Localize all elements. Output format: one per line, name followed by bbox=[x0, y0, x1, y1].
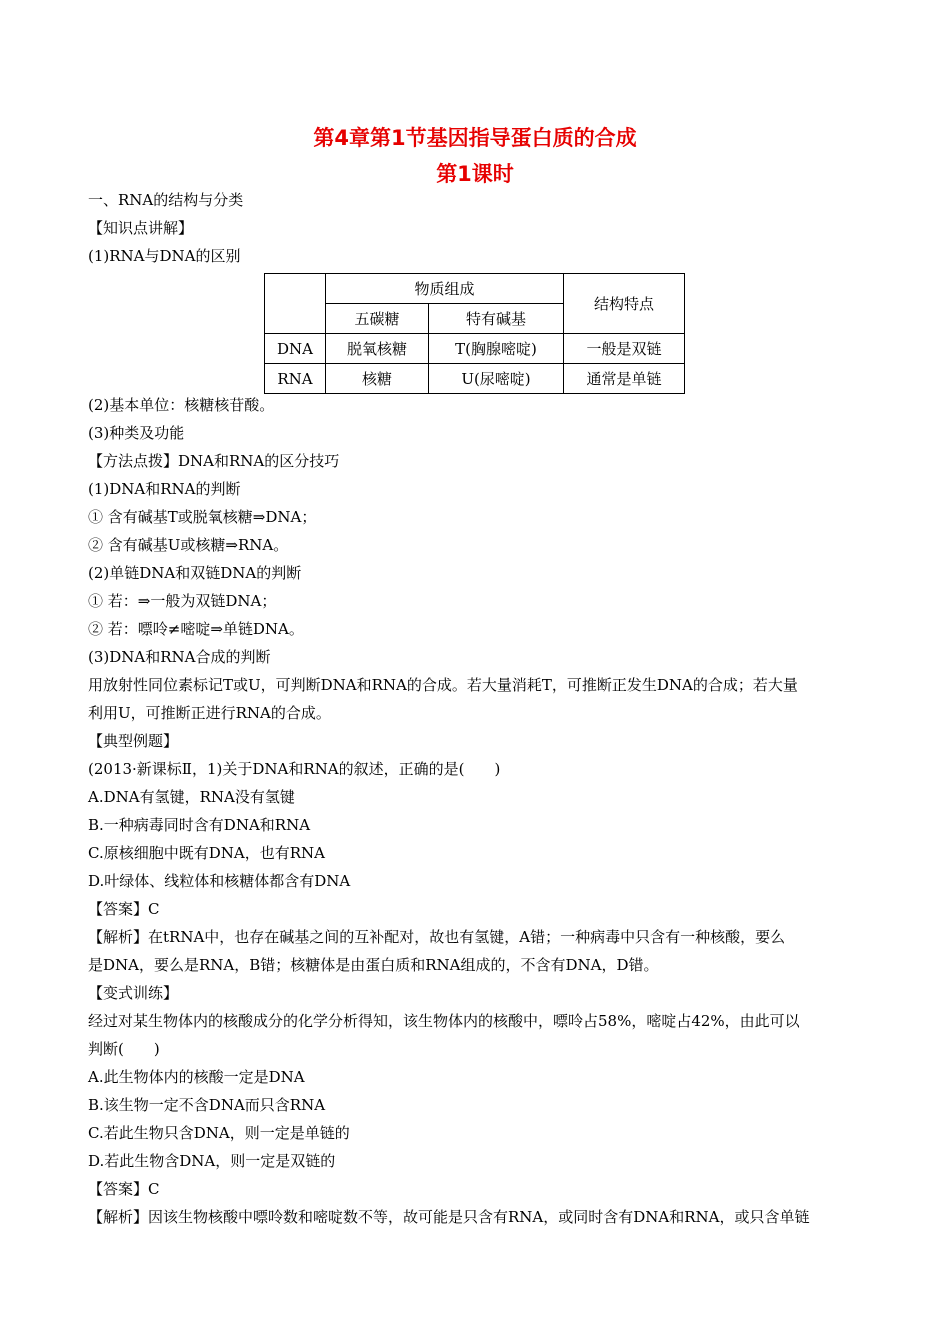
method-item: (3)DNA和RNA合成的判断 bbox=[88, 648, 271, 666]
table-cell-name: DNA bbox=[265, 334, 326, 364]
table-cell-structure: 一般是双链 bbox=[564, 334, 685, 364]
table-cell-base: U(尿嘧啶) bbox=[429, 364, 564, 394]
table-header-structure: 结构特点 bbox=[564, 274, 685, 334]
variant-question: 判断( ) bbox=[88, 1040, 160, 1058]
section-heading: 一、RNA的结构与分类 bbox=[88, 191, 244, 209]
example-option-d: D.叶绿体、线粒体和核糖体都含有DNA bbox=[88, 872, 351, 890]
example-explanation: 【解析】在tRNA中，也存在碱基之间的互补配对，故也有氢键，A错；一种病毒中只含有一种核酸，要么 bbox=[88, 928, 786, 946]
example-option-c: C.原核细胞中既有DNA，也有RNA bbox=[88, 844, 325, 862]
subheading-1: (1)RNA与DNA的区别 bbox=[88, 247, 241, 265]
variant-heading: 【变式训练】 bbox=[88, 984, 179, 1002]
subheading-2: (2)基本单位：核糖核苷酸。 bbox=[88, 396, 275, 414]
knowledge-tag: 【知识点讲解】 bbox=[88, 219, 194, 237]
variant-option-b: B.该生物一定不含DNA而只含RNA bbox=[88, 1096, 326, 1114]
table-row bbox=[265, 364, 685, 394]
paragraph-line: 利用U，可推断正进行RNA的合成。 bbox=[88, 704, 331, 722]
example-answer: 【答案】C bbox=[88, 900, 160, 918]
method-item: (1)DNA和RNA的判断 bbox=[88, 480, 241, 498]
example-option-b: B.一种病毒同时含有DNA和RNA bbox=[88, 816, 311, 834]
variant-option-c: C.若此生物只含DNA，则一定是单链的 bbox=[88, 1124, 350, 1142]
table-cell-name: RNA bbox=[265, 364, 326, 394]
method-item: ② 若：嘌呤≠嘧啶⇒单链DNA。 bbox=[88, 620, 304, 638]
table-cell-sugar: 脱氧核糖 bbox=[326, 334, 429, 364]
example-option-a: A.DNA有氢键，RNA没有氢键 bbox=[88, 788, 295, 806]
method-item: (2)单链DNA和双链DNA的判断 bbox=[88, 564, 302, 582]
comparison-table bbox=[264, 273, 685, 394]
example-explanation: 是DNA，要么是RNA，B错；核糖体是由蛋白质和RNA组成的，不含有DNA，D错。 bbox=[88, 956, 659, 974]
variant-explanation: 【解析】因该生物核酸中嘌呤数和嘧啶数不等，故可能是只含有RNA，或同时含有DNA和RNA，或只含单链 bbox=[88, 1208, 810, 1226]
method-item: ② 含有碱基U或核糖⇒RNA。 bbox=[88, 536, 289, 554]
table-header-base: 特有碱基 bbox=[429, 304, 564, 334]
table-row bbox=[265, 334, 685, 364]
example-heading: 【典型例题】 bbox=[88, 732, 179, 750]
subheading-3: (3)种类及功能 bbox=[88, 424, 185, 442]
table-header-group: 物质组成 bbox=[326, 274, 564, 304]
variant-question: 经过对某生物体内的核酸成分的化学分析得知，该生物体内的核酸中，嘌呤占58%，嘧啶占42%，由此可以 bbox=[88, 1012, 800, 1030]
method-item: ① 若：⇒一般为双链DNA； bbox=[88, 592, 277, 610]
table-cell-base: T(胸腺嘧啶) bbox=[429, 334, 564, 364]
table-cell-structure: 通常是单链 bbox=[564, 364, 685, 394]
variant-option-d: D.若此生物含DNA，则一定是双链的 bbox=[88, 1152, 336, 1170]
example-question: (2013·新课标Ⅱ，1)关于DNA和RNA的叙述，正确的是( ) bbox=[88, 760, 501, 778]
paragraph-line: 用放射性同位素标记T或U，可判断DNA和RNA的合成。若大量消耗T，可推断正发生DNA的合成；若大量 bbox=[88, 676, 798, 694]
table-header-sugar: 五碳糖 bbox=[326, 304, 429, 334]
variant-option-a: A.此生物体内的核酸一定是DNA bbox=[88, 1068, 305, 1086]
method-tip-heading: 【方法点拨】DNA和RNA的区分技巧 bbox=[88, 452, 340, 470]
method-item: ① 含有碱基T或脱氧核糖⇒DNA； bbox=[88, 508, 317, 526]
table-cell-sugar: 核糖 bbox=[326, 364, 429, 394]
page-subtitle: 第1课时 bbox=[436, 162, 514, 186]
variant-answer: 【答案】C bbox=[88, 1180, 160, 1198]
page-title: 第4章第1节基因指导蛋白质的合成 bbox=[313, 126, 637, 150]
table-corner-cell bbox=[265, 274, 326, 334]
